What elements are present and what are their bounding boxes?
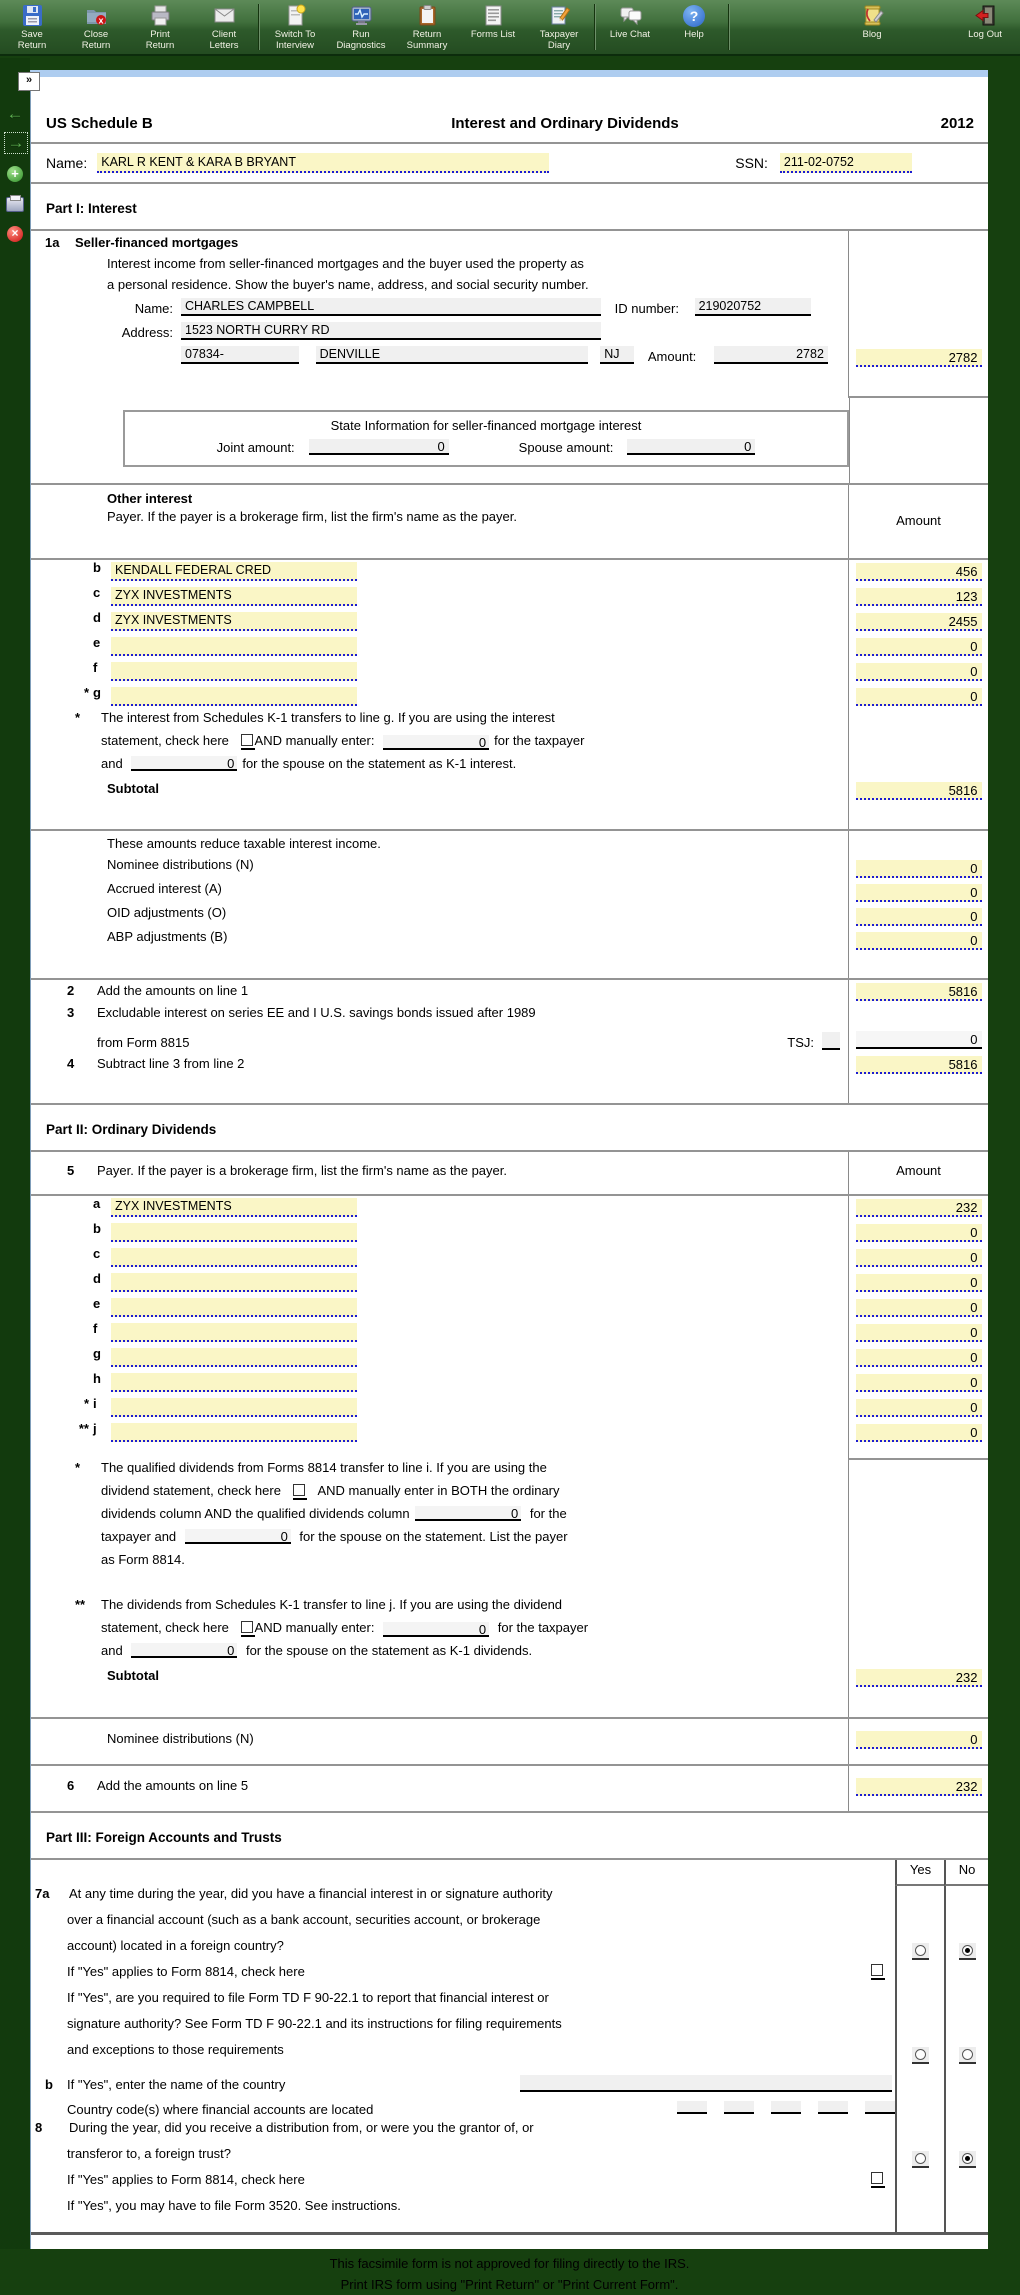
yes-column-header: Yes xyxy=(895,1860,944,1886)
nominee-distributions-row: Nominee distributions (N) 0 xyxy=(31,857,988,881)
form-name: US Schedule B xyxy=(46,115,153,132)
reductions-intro: These amounts reduce taxable interest income. xyxy=(107,836,381,851)
country-codes-row: Country code(s) where financial accounts are located xyxy=(31,2094,988,2120)
dividend-row-d: d 0 xyxy=(31,1271,988,1296)
save-icon xyxy=(20,3,45,28)
payer-instruction-row xyxy=(31,509,988,533)
interest-row-f: f 0 xyxy=(31,660,988,685)
payer-field[interactable] xyxy=(111,687,357,706)
button-label: Return xyxy=(412,29,442,40)
return-summary-button[interactable] xyxy=(394,0,460,54)
footer-divider xyxy=(31,2232,988,2235)
buyer-id-field[interactable]: 219020752 xyxy=(695,298,811,316)
button-label: Diary xyxy=(547,40,571,51)
note2-line3: and 0 for the spouse on the statement as K-1 dividends. xyxy=(31,1643,988,1666)
q7a-tdf-no-radio[interactable] xyxy=(959,2047,976,2064)
buyer-address-row xyxy=(31,322,988,346)
forward-arrow-icon: → xyxy=(7,133,25,152)
amount-field[interactable]: 0 xyxy=(856,688,982,706)
close-x-icon: × xyxy=(7,226,23,242)
blog-button[interactable] xyxy=(840,0,904,54)
q7a-line2: over a financial account (such as a bank account, securities account, or brokerage xyxy=(31,1912,988,1938)
amount-col-divider-row xyxy=(31,370,988,398)
save-return-button[interactable] xyxy=(0,0,64,54)
print-form-button[interactable] xyxy=(4,194,26,214)
state-info-title: State Information for seller-financed mortgage interest xyxy=(330,418,642,433)
add-form-button[interactable] xyxy=(4,164,26,184)
payer-field[interactable] xyxy=(111,1398,357,1417)
amount-column xyxy=(848,231,988,256)
line-1a-desc1-row xyxy=(31,256,988,277)
q8-8814-checkbox[interactable] xyxy=(871,2172,885,2188)
other-interest-heading: Other interest xyxy=(107,491,193,506)
payer-field[interactable] xyxy=(111,1223,357,1242)
note2-line2: statement, check here AND manually enter: 0 for the taxpayer xyxy=(31,1620,988,1643)
interest-row-g: * g 0 xyxy=(31,685,988,710)
q7a-tdf-line3: and exceptions to those requirements xyxy=(31,2042,988,2068)
accrued-interest-row: Accrued interest (A) 0 xyxy=(31,881,988,905)
payer-field[interactable] xyxy=(111,637,357,656)
button-label: Close xyxy=(83,29,109,40)
interest-row-c: c ZYX INVESTMENTS 123 xyxy=(31,585,988,610)
footer-line2: Print IRS form using "Print Return" or "Print Current Form". xyxy=(340,2277,679,2292)
form-year: 2012 xyxy=(940,115,974,132)
back-arrow-icon: ← xyxy=(6,104,24,123)
amount-field[interactable]: 0 xyxy=(856,638,982,656)
dividend-row-f: f 0 xyxy=(31,1321,988,1346)
button-label: Print xyxy=(150,29,170,40)
toolbar-separator xyxy=(258,4,260,50)
help-button[interactable] xyxy=(662,0,726,54)
ssn-label: SSN: xyxy=(735,155,768,171)
amount-column-divider xyxy=(848,1446,988,1460)
state-info-box xyxy=(123,410,849,467)
q8-line2: transferor to, a foreign trust? xyxy=(31,2146,988,2172)
k1-dividend-spouse-field[interactable]: 0 xyxy=(131,1643,237,1658)
q7a-line3: account) located in a foreign country? xyxy=(31,1938,988,1964)
button-label: Log Out xyxy=(968,29,1002,40)
note1-line2: dividend statement, check here AND manually enter in BOTH the ordinary xyxy=(31,1483,988,1506)
close-return-button[interactable] xyxy=(64,0,128,54)
amount-field[interactable]: 0 xyxy=(856,1274,982,1292)
payer-field[interactable]: ZYX INVESTMENTS xyxy=(111,587,357,606)
amount-column-header: Amount xyxy=(896,513,941,528)
taxpayer-name-row xyxy=(31,144,988,182)
dividend-row-j: ** j 0 xyxy=(31,1421,988,1446)
k1-dividend-checkbox[interactable] xyxy=(241,1621,255,1637)
q8-8814-row: If "Yes" applies to Form 8814, check here xyxy=(31,2172,988,2198)
button-label: Forms List xyxy=(470,29,516,40)
k1-note-line1: * The interest from Schedules K-1 transfers to line g. If you are using the interest xyxy=(31,710,988,733)
amount-field[interactable]: 456 xyxy=(856,563,982,581)
interest-row-e: e 0 xyxy=(31,635,988,660)
k1-note-line2: statement, check here AND manually enter: 0 for the taxpayer xyxy=(31,733,988,756)
payer-field[interactable]: ZYX INVESTMENTS xyxy=(111,612,357,631)
q7a-line1: 7a At any time during the year, did you have a financial interest in or signature authority xyxy=(31,1886,988,1912)
buyer-address-label: Address: xyxy=(121,325,173,340)
printer-icon xyxy=(148,3,173,28)
line-2-row: 2 Add the amounts on line 1 5816 xyxy=(31,980,988,1005)
payer-field[interactable] xyxy=(111,1348,357,1367)
line-3-row-1: 3 Excludable interest on series EE and I U.S. savings bonds issued after 1989 xyxy=(31,1005,988,1028)
country-name-field[interactable] xyxy=(520,2075,892,2092)
blog-scroll-icon xyxy=(860,3,885,28)
button-label: Run xyxy=(352,29,370,40)
buyer-name-field[interactable]: CHARLES CAMPBELL xyxy=(181,298,601,316)
amount-field[interactable]: 0 xyxy=(856,1249,982,1267)
help-icon: ? xyxy=(682,3,707,28)
k1-spouse-amount-field[interactable]: 0 xyxy=(131,756,237,771)
q7a-8814-row: If "Yes" applies to Form 8814, check here xyxy=(31,1964,988,1990)
button-label: Summary xyxy=(406,40,448,51)
line-2-field[interactable]: 5816 xyxy=(856,983,982,1001)
note2-line1: ** The dividends from Schedules K-1 transfer to line j. If you are using the dividend xyxy=(31,1597,988,1620)
country-code-field-1[interactable] xyxy=(677,2101,707,2114)
button-label: Client xyxy=(211,29,237,40)
buyer-name-label: Name: xyxy=(134,301,173,316)
button-label: Help xyxy=(684,29,704,40)
yes-no-header-row xyxy=(31,1860,988,1886)
k1-dividend-taxpayer-field[interactable]: 0 xyxy=(383,1622,489,1637)
interview-page-icon xyxy=(283,3,308,28)
log-out-button[interactable] xyxy=(950,0,1020,54)
buyer-address-field[interactable]: 1523 NORTH CURRY RD xyxy=(181,322,601,340)
toolbar-separator xyxy=(728,4,730,50)
history-forward-button[interactable] xyxy=(4,132,28,154)
part3-header: Part III: Foreign Accounts and Trusts xyxy=(46,1830,282,1845)
svg-text:x: x xyxy=(97,15,104,26)
diary-pencil-icon xyxy=(547,3,572,28)
note1-line4: taxpayer and 0 for the spouse on the statement. List the payer xyxy=(31,1529,988,1552)
left-sidebar xyxy=(0,58,33,2249)
footer-line1: This facsimile form is not approved for filing directly to the IRS. xyxy=(329,2256,690,2271)
line-5-row: 5 Payer. If the payer is a brokerage firm, list the firm's name as the payer. Amount xyxy=(31,1152,988,1194)
q8-yes-radio[interactable] xyxy=(912,2151,929,2168)
k1-interest-checkbox[interactable] xyxy=(241,734,255,750)
client-letters-button[interactable] xyxy=(192,0,256,54)
note1-line3: dividends column AND the qualified dividends column 0 for the xyxy=(31,1506,988,1529)
plus-icon: + xyxy=(7,166,23,182)
joint-amount-label: Joint amount: xyxy=(216,440,295,455)
amount-field[interactable]: 0 xyxy=(856,1349,982,1367)
main-toolbar xyxy=(0,0,1020,56)
payer-field[interactable] xyxy=(111,1298,357,1317)
q7a-tdf-yes-radio[interactable] xyxy=(912,2047,929,2064)
id-number-label: ID number: xyxy=(614,301,679,316)
live-chat-button[interactable] xyxy=(598,0,662,54)
switch-to-interview-button[interactable] xyxy=(262,0,328,54)
amount-field[interactable]: 0 xyxy=(856,1299,982,1317)
buyer-zip-field[interactable]: 07834- xyxy=(181,346,299,364)
seller-amount-total-field[interactable]: 2782 xyxy=(856,349,982,367)
part2-header: Part II: Ordinary Dividends xyxy=(46,1122,217,1137)
k1-note-line3: and 0 for the spouse on the statement as K-1 interest. xyxy=(31,756,988,779)
line-6-field[interactable]: 232 xyxy=(856,1778,982,1796)
log-out-door-icon xyxy=(973,3,998,28)
abp-adjustments-row: ABP adjustments (B) 0 xyxy=(31,929,988,953)
q7a-tdf-line2: signature authority? See Form TD F 90-22.1 and its instructions for filing requirements xyxy=(31,2016,988,2042)
form-title-row xyxy=(31,77,988,132)
line-1a-desc2-row xyxy=(31,277,988,298)
line-3-field[interactable]: 0 xyxy=(856,1031,982,1049)
amount-field[interactable]: 232 xyxy=(856,1199,982,1217)
payer-field[interactable]: KENDALL FEDERAL CRED xyxy=(111,562,357,581)
toolbar-separator xyxy=(594,4,596,50)
subtotal-label: Subtotal xyxy=(107,1668,159,1683)
ssn-field[interactable]: 211-02-0752 xyxy=(780,153,912,173)
forms-list-button[interactable] xyxy=(460,0,526,54)
amount-column-header: Amount xyxy=(896,1163,941,1178)
8814-dividend-checkbox[interactable] xyxy=(293,1484,307,1500)
amount-field[interactable]: 0 xyxy=(856,1399,982,1417)
history-back-button[interactable] xyxy=(4,104,26,124)
payer-field[interactable] xyxy=(111,662,357,681)
payer-field[interactable] xyxy=(111,1423,357,1442)
country-code-field-3[interactable] xyxy=(771,2101,801,2114)
nominee-distributions-field[interactable]: 0 xyxy=(856,860,982,878)
button-label: Taxpayer xyxy=(539,29,579,40)
amount-field[interactable]: 0 xyxy=(856,1374,982,1392)
buyer-state-field[interactable]: NJ xyxy=(600,346,634,364)
clipboard-icon xyxy=(415,3,440,28)
printer-icon xyxy=(6,197,24,212)
buyer-name-row xyxy=(31,298,988,322)
dividend-subtotal-row xyxy=(31,1666,988,1692)
payer-field[interactable] xyxy=(111,1323,357,1342)
q8-3520-row: If "Yes", you may have to file Form 3520. See instructions. xyxy=(31,2198,988,2224)
print-return-button[interactable] xyxy=(128,0,192,54)
q8-line1: 8 During the year, did you receive a distribution from, or were you the grantor of, or xyxy=(31,2120,988,2146)
dividend-row-h: h 0 xyxy=(31,1371,988,1396)
interest-subtotal-row xyxy=(31,779,988,804)
amount-field[interactable]: 0 xyxy=(856,663,982,681)
button-label: Switch To xyxy=(274,29,316,40)
joint-amount-field[interactable]: 0 xyxy=(309,439,449,455)
dividend-row-a: a ZYX INVESTMENTS 232 xyxy=(31,1196,988,1221)
tsj-label: TSJ: xyxy=(787,1035,814,1050)
description-text: Interest income from seller-financed mortgages and the buyer used the property as xyxy=(107,256,584,271)
line-number: 1a xyxy=(45,235,60,250)
q7a-no-radio[interactable] xyxy=(959,1943,976,1960)
line-4-row: 4 Subtract line 3 from line 2 5816 xyxy=(31,1053,988,1078)
payer-field[interactable] xyxy=(111,1248,357,1267)
note-text: The interest from Schedules K-1 transfers to line g. If you are using the interest xyxy=(101,710,555,725)
part1-header: Part I: Interest xyxy=(46,201,137,216)
abp-adjustments-field[interactable]: 0 xyxy=(856,932,982,950)
k1-taxpayer-amount-field[interactable]: 0 xyxy=(383,735,489,750)
line-6-row: 6 Add the amounts on line 5 232 xyxy=(31,1766,988,1811)
run-diagnostics-button[interactable] xyxy=(328,0,394,54)
dividend-row-e: e 0 xyxy=(31,1296,988,1321)
button-label: Return xyxy=(81,40,111,51)
close-folder-icon xyxy=(84,3,109,28)
sidebar-expand-button[interactable]: » xyxy=(18,72,40,91)
buyer-city-state-row xyxy=(31,346,988,370)
button-label: Live Chat xyxy=(609,29,651,40)
button-label: Diagnostics xyxy=(336,40,386,51)
close-form-button[interactable] xyxy=(4,224,26,244)
button-label: Return xyxy=(145,40,175,51)
reductions-intro-row xyxy=(31,831,988,857)
dividend-row-c: c 0 xyxy=(31,1246,988,1271)
accrued-interest-field[interactable]: 0 xyxy=(856,884,982,902)
oid-adjustments-row: OID adjustments (O) 0 xyxy=(31,905,988,929)
button-label: Save xyxy=(21,29,43,40)
oid-adjustments-field[interactable]: 0 xyxy=(856,908,982,926)
amount-field[interactable]: 0 xyxy=(856,1424,982,1442)
interest-subtotal-field[interactable]: 5816 xyxy=(856,782,982,800)
button-label: Interview xyxy=(275,40,314,51)
spouse-amount-label: Spouse amount: xyxy=(518,440,614,455)
q7a-8814-checkbox[interactable] xyxy=(871,1964,885,1980)
envelope-icon xyxy=(212,3,237,28)
buyer-city-field[interactable]: DENVILLE xyxy=(316,346,588,364)
interest-row-b: b KENDALL FEDERAL CRED 456 xyxy=(31,560,988,585)
payer-field[interactable]: ZYX INVESTMENTS xyxy=(111,1198,357,1217)
seller-amount-label: Amount: xyxy=(647,349,697,364)
chat-bubbles-icon xyxy=(618,3,643,28)
payer-instruction: Payer. If the payer is a brokerage firm, list the firm's name as the payer. xyxy=(107,509,517,524)
amount-field[interactable]: 0 xyxy=(856,1224,982,1242)
q7b-country-row: b If "Yes", enter the name of the country xyxy=(31,2068,988,2094)
spouse-amount-field[interactable]: 0 xyxy=(627,439,755,455)
country-code-field-2[interactable] xyxy=(724,2101,754,2114)
footer-note xyxy=(31,2253,988,2295)
country-code-field-4[interactable] xyxy=(818,2101,848,2114)
taxpayer-name-field[interactable]: KARL R KENT & KARA B BRYANT xyxy=(97,153,549,173)
dividend-nominee-row: Nominee distributions (N) 0 xyxy=(31,1719,988,1764)
line-1a-heading-row xyxy=(31,231,988,256)
button-label: Return xyxy=(17,40,47,51)
no-column-header: No xyxy=(944,1860,988,1886)
seller-amount-field[interactable]: 2782 xyxy=(714,346,828,364)
other-interest-heading-row xyxy=(31,485,988,509)
dividend-subtotal-field[interactable]: 232 xyxy=(856,1669,982,1687)
amount-field[interactable]: 2455 xyxy=(856,613,982,631)
dividend-row-i: * i 0 xyxy=(31,1396,988,1421)
q7a-tdf-line1: If "Yes", are you required to file Form TD F 90-22.1 to report that financial interest or xyxy=(31,1990,988,2016)
country-code-field-5[interactable] xyxy=(865,2101,895,2114)
payer-field[interactable] xyxy=(111,1273,357,1292)
note1-line5: as Form 8814. xyxy=(31,1552,988,1575)
button-label: Letters xyxy=(209,40,239,51)
dividend-row-g: g 0 xyxy=(31,1346,988,1371)
q8-no-radio[interactable] xyxy=(959,2151,976,2168)
description-text: a personal residence. Show the buyer's name, address, and social security number. xyxy=(107,277,589,292)
amount-field[interactable]: 0 xyxy=(856,1324,982,1342)
amount-col-divider-row xyxy=(31,1446,988,1460)
schedule-b-form xyxy=(30,70,988,2292)
note1-line1: * The qualified dividends from Forms 8814 transfer to line i. If you are using the xyxy=(31,1460,988,1483)
qualified-dividends-taxpayer-field[interactable]: 0 xyxy=(415,1506,521,1521)
tsj-field[interactable] xyxy=(822,1032,840,1050)
q7a-yes-radio[interactable] xyxy=(912,1943,929,1960)
button-label: Blog xyxy=(862,29,882,40)
taxpayer-diary-button[interactable] xyxy=(526,0,592,54)
payer-field[interactable] xyxy=(111,1373,357,1392)
amount-field[interactable]: 123 xyxy=(856,588,982,606)
line-1a-heading: Seller-financed mortgages xyxy=(75,235,239,250)
qualified-dividends-spouse-field[interactable]: 0 xyxy=(185,1529,291,1544)
state-info-row xyxy=(31,398,988,483)
form-title: Interest and Ordinary Dividends xyxy=(451,115,679,132)
dividend-nominee-field[interactable]: 0 xyxy=(856,1731,982,1749)
interest-row-d: d ZYX INVESTMENTS 2455 xyxy=(31,610,988,635)
subtotal-label: Subtotal xyxy=(107,781,159,796)
name-label: Name: xyxy=(46,155,88,171)
line-3-row-2: from Form 8815 TSJ: 0 xyxy=(31,1028,988,1053)
forms-list-icon xyxy=(481,3,506,28)
line-4-field[interactable]: 5816 xyxy=(856,1056,982,1074)
amount-column-divider xyxy=(848,370,988,398)
dividend-row-b: b 0 xyxy=(31,1221,988,1246)
diagnostics-monitor-icon xyxy=(349,3,374,28)
